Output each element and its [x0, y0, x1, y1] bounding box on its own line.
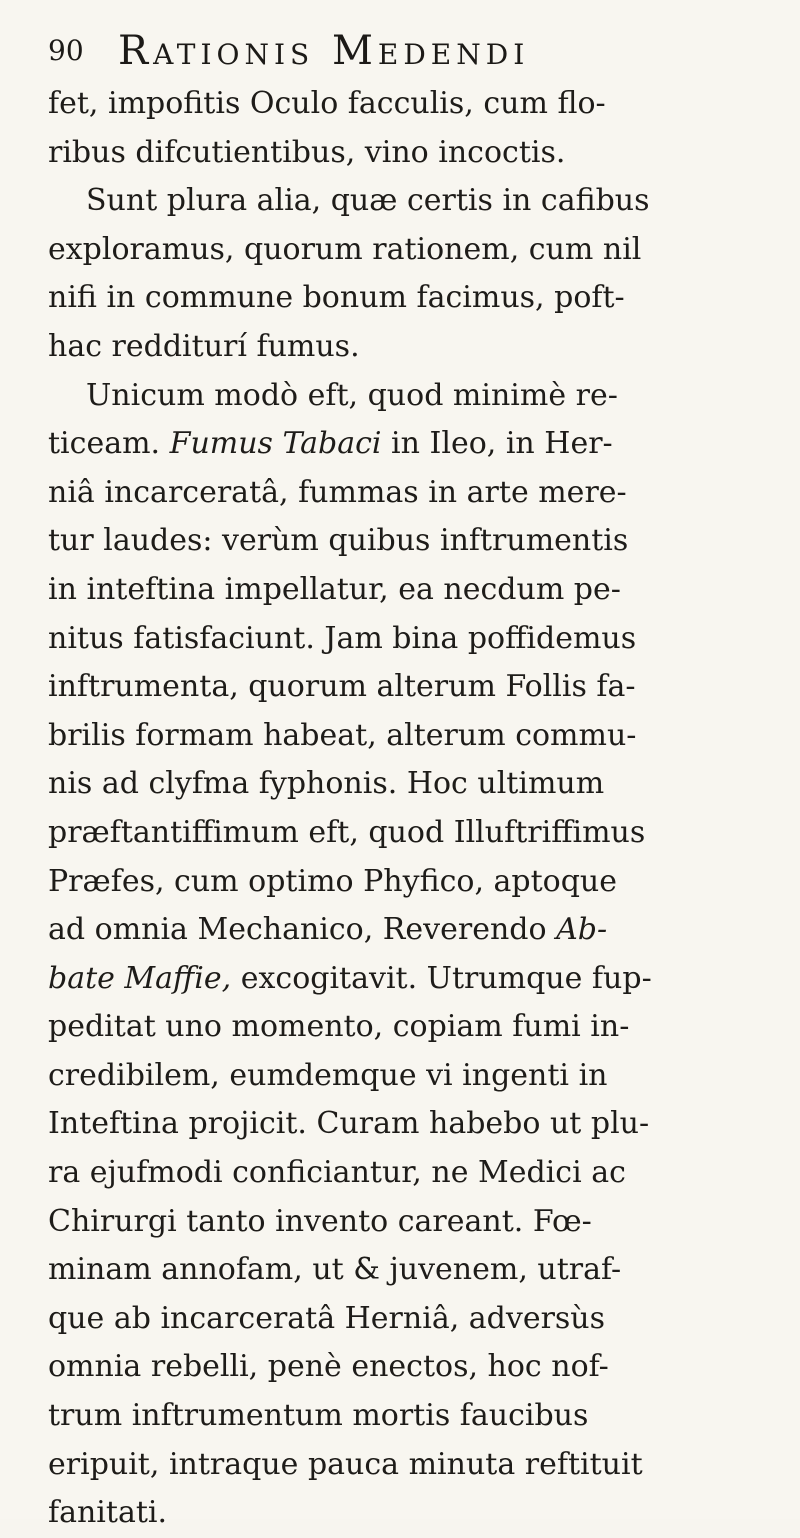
- text-segment: que ab incarceratâ Herniâ, adversùs: [48, 1300, 606, 1336]
- text-line: [48, 1392, 768, 1441]
- text-segment: trum inftrumentum mortis faucibus: [48, 1398, 589, 1434]
- text-segment: brilis formam habeat, alterum commu-: [48, 717, 637, 753]
- text-segment: fet, impofitis Oculo facculis, cum flo-: [48, 86, 606, 121]
- text-segment: fanitati.: [48, 1495, 168, 1531]
- text-line: [48, 1100, 768, 1149]
- text-line: [48, 906, 768, 955]
- running-title: Rationis Medendi: [118, 28, 530, 74]
- text-line: [48, 1052, 768, 1101]
- text-line: [48, 1295, 768, 1344]
- text-segment: ribus difcutientibus, vino incoctis.: [48, 134, 566, 170]
- text-segment: præftantiffimum eft, quod Illuftriffimus: [48, 814, 646, 850]
- text-segment: Sunt plura alia, quæ certis in cafibus: [86, 183, 650, 219]
- text-line: [48, 469, 768, 518]
- text-line: [48, 663, 768, 712]
- text-line: [48, 1489, 768, 1538]
- text-line: [48, 274, 768, 323]
- text-line: [48, 1343, 768, 1392]
- text-line: [48, 1003, 768, 1052]
- text-line: [48, 1441, 768, 1490]
- text-segment: Præfes, cum optimo Phyfico, aptoque: [48, 863, 618, 899]
- text-line: [48, 323, 768, 372]
- text-line: [48, 1198, 768, 1247]
- body-text: [48, 80, 768, 1538]
- text-segment: in Ileo, in Her-: [381, 426, 613, 462]
- text-line: [48, 1246, 768, 1295]
- italic-text: Ab-: [556, 912, 608, 948]
- text-segment: nis ad clyfma fyphonis. Hoc ultimum: [48, 766, 605, 802]
- text-line: [48, 420, 768, 469]
- italic-text: Fumus Tabaci: [169, 426, 382, 462]
- text-segment: excogitavit. Utrumque fup-: [231, 960, 652, 996]
- text-line: [48, 566, 768, 615]
- text-segment: credibilem, eumdemque vi ingenti in: [48, 1057, 608, 1093]
- text-segment: ad omnia Mechanico, Reverendo: [48, 912, 557, 948]
- text-segment: Unicum modò eft, quod minimè re-: [86, 377, 618, 413]
- text-line: [48, 177, 768, 226]
- text-segment: omnia rebelli, penè enectos, hoc nof-: [48, 1349, 609, 1385]
- text-segment: nifi in commune bonum facimus, poft-: [48, 280, 625, 316]
- text-segment: tur laudes: verùm quibus inftrumentis: [48, 523, 629, 559]
- text-segment: hac redditurí fumus.: [48, 328, 360, 364]
- text-line: [48, 760, 768, 809]
- text-segment: inftrumenta, quorum alterum Follis fa-: [48, 669, 636, 705]
- text-segment: ticeam.: [48, 426, 170, 462]
- italic-text: bate Maffie,: [48, 960, 232, 996]
- text-segment: exploramus, quorum rationem, cum nil: [48, 231, 642, 267]
- text-segment: peditat uno momento, copiam fumi in-: [48, 1009, 630, 1045]
- text-line: [48, 129, 768, 178]
- text-line: [48, 615, 768, 664]
- text-line: [48, 517, 768, 566]
- text-line: [48, 372, 768, 421]
- text-line: [48, 809, 768, 858]
- text-segment: eripuit, intraque pauca minuta reftituit: [48, 1446, 643, 1482]
- text-line: [48, 226, 768, 275]
- text-segment: ra ejufmodi conficiantur, ne Medici ac: [48, 1155, 626, 1191]
- text-segment: nitus fatisfaciunt. Jam bina poffidemus: [48, 620, 637, 656]
- text-segment: niâ incarceratâ, fummas in arte mere-: [48, 474, 627, 510]
- text-line: [48, 712, 768, 761]
- text-segment: minam annofam, ut & juvenem, utraf-: [48, 1252, 622, 1288]
- text-segment: Inteftina projicit. Curam habebo ut plu-: [48, 1106, 650, 1142]
- text-line: [48, 858, 768, 907]
- running-head: [48, 28, 768, 82]
- text-line: [48, 955, 768, 1004]
- text-segment: Chirurgi tanto invento careant. Fœ-: [48, 1203, 592, 1239]
- text-segment: in inteftina impellatur, ea necdum pe-: [48, 571, 621, 607]
- text-line: [48, 80, 768, 129]
- page-number: 90: [48, 34, 84, 67]
- text-line: [48, 1149, 768, 1198]
